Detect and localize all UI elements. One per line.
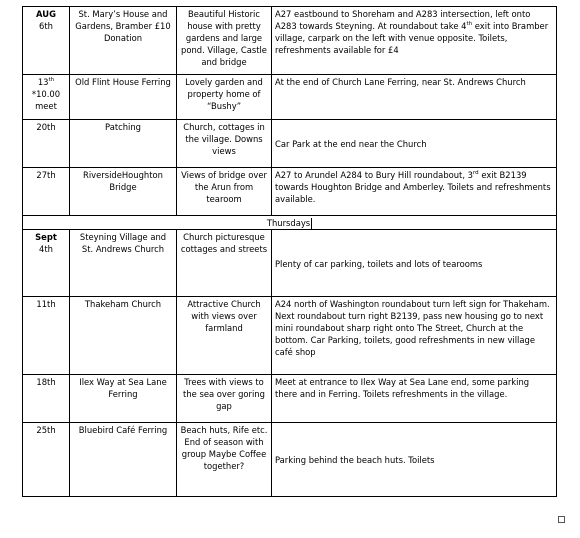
table-row (23, 375, 557, 423)
date-label: 4th (39, 244, 53, 254)
meet-time: *10.00 meet (31, 89, 61, 111)
place-cell: St. Mary’s House and Gardens, Bramber £10 Donation (70, 7, 177, 75)
directions-cell: A24 north of Washington roundabout turn left sign for Thakeham. Next roundabout turn right B2139, pass new housing go to next mini roundabout sharp right onto The Street, Church at the bottom. Car Parking, toilets, good refreshments in new village café shop (272, 297, 557, 375)
date-cell (23, 230, 70, 297)
date-cell: 20th (23, 120, 70, 168)
ordinal-suffix: rd (473, 170, 479, 177)
schedule-table (22, 6, 557, 497)
directions-text: exit into Bramber village, carpark on the left with venue opposite. Toilets, refreshments available for £4 (275, 21, 549, 55)
directions-cell: Plenty of car parking, toilets and lots of tearooms (272, 230, 557, 297)
place-cell: Ilex Way at Sea Lane Ferring (70, 375, 177, 423)
section-heading-text: Thursdays (266, 218, 311, 228)
table-row (23, 120, 557, 168)
directions-cell: At the end of Church Lane Ferring, near St. Andrews Church (272, 75, 557, 120)
description-cell: Church, cottages in the village. Downs views (177, 120, 272, 168)
date-cell: 27th (23, 168, 70, 216)
date-cell: 25th (23, 423, 70, 497)
table-row (23, 168, 557, 216)
place-cell: Steyning Village and St. Andrews Church (70, 230, 177, 297)
directions-text: A27 eastbound to Shoreham and A283 intersection, left onto A283 towards Steyning. At roundabout take 4 (275, 9, 531, 31)
description-cell: Beautiful Historic house with pretty gardens and large pond. Village, Castle and bridge (177, 7, 272, 75)
date-label: 6th (39, 21, 53, 31)
date-cell (23, 7, 70, 75)
table-end-marker (558, 516, 565, 523)
month-label: AUG (36, 9, 56, 19)
table-row (23, 297, 557, 375)
text-cursor (311, 218, 312, 229)
table-row (23, 230, 557, 297)
place-cell: Thakeham Church (70, 297, 177, 375)
place-cell: RiversideHoughton Bridge (70, 168, 177, 216)
table-row (23, 7, 557, 75)
directions-cell: Meet at entrance to Ilex Way at Sea Lane end, some parking there and in Ferring. Toilets refreshments in the village. (272, 375, 557, 423)
section-separator-row (23, 216, 557, 230)
description-cell: Trees with views to the sea over goring gap (177, 375, 272, 423)
month-label: Sept (35, 232, 57, 242)
directions-cell (272, 168, 557, 216)
section-heading (23, 216, 557, 230)
directions-cell: Parking behind the beach huts. Toilets (272, 423, 557, 497)
date-cell: 11th (23, 297, 70, 375)
description-cell: Attractive Church with views over farmland (177, 297, 272, 375)
table-row (23, 75, 557, 120)
ordinal-suffix: th (48, 77, 55, 84)
table-row (23, 423, 557, 497)
description-cell: Church picturesque cottages and streets (177, 230, 272, 297)
description-cell: Views of bridge over the Arun from tearoom (177, 168, 272, 216)
directions-text: A27 to Arundel A284 to Bury Hill roundabout, 3 (275, 170, 473, 180)
place-cell: Patching (70, 120, 177, 168)
place-cell: Bluebird Café Ferring (70, 423, 177, 497)
directions-text: exit B2139 towards Houghton Bridge and Amberley. Toilets and refreshments available. (275, 170, 551, 204)
description-cell: Lovely garden and property home of “Bushy” (177, 75, 272, 120)
date-cell: 18th (23, 375, 70, 423)
description-cell: Beach huts, Rife etc. End of season with group Maybe Coffee together? (177, 423, 272, 497)
ordinal-suffix: th (466, 21, 473, 28)
date-label: 13 (37, 77, 49, 87)
place-cell: Old Flint House Ferring (70, 75, 177, 120)
date-cell (23, 75, 70, 120)
directions-cell (272, 7, 557, 75)
directions-cell: Car Park at the end near the Church (272, 120, 557, 168)
